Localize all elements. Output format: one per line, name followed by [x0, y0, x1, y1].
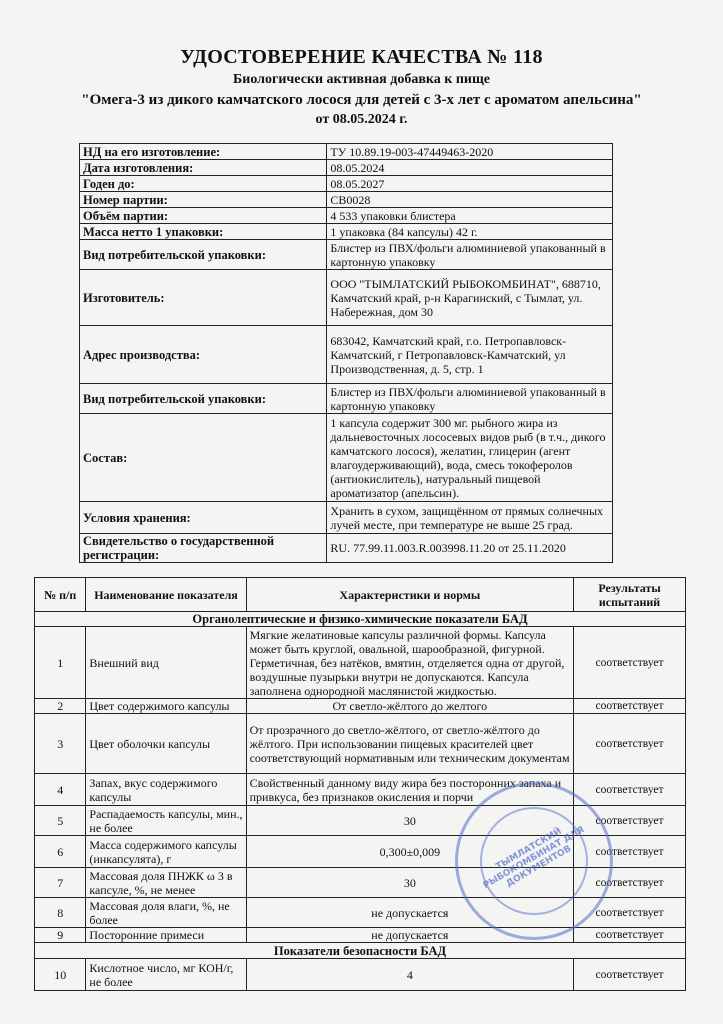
info-row — [80, 144, 613, 160]
info-key: Условия хранения: — [80, 502, 327, 534]
info-value: СВ0028 — [327, 192, 613, 208]
info-row — [80, 160, 613, 176]
section-row — [35, 612, 686, 627]
info-key: Годен до: — [80, 176, 327, 192]
info-value: 08.05.2024 — [327, 160, 613, 176]
document-subtitle: Биологически активная добавка к пище — [233, 72, 490, 87]
test-result: соответствует — [574, 774, 686, 806]
info-key: Вид потребительской упаковки: — [80, 384, 327, 414]
test-result: соответствует — [574, 928, 686, 943]
table-row — [35, 959, 686, 991]
info-row — [80, 502, 613, 534]
indicator-name: Масса содержимого капсулы (инкапсулята), г — [86, 836, 246, 868]
indicator-norm: 30 — [246, 868, 574, 898]
info-key: Объём партии: — [80, 208, 327, 224]
row-number: 9 — [35, 928, 86, 943]
info-value: 4 533 упаковки блистера — [327, 208, 613, 224]
info-value: 683042, Камчатский край, г.о. Петропавловск-Камчатский, г Петропавловск-Камчатский, ул Производственная, д. 5, стр. 1 — [327, 326, 613, 384]
indicator-norm: От прозрачного до светло-жёлтого, от светло-жёлтого до жёлтого. При использовании пищевых красителей цвет соответствующий нормативным или техническим документам — [246, 714, 574, 774]
test-result: соответствует — [574, 868, 686, 898]
indicator-name: Цвет оболочки капсулы — [86, 714, 246, 774]
indicator-name: Цвет содержимого капсулы — [86, 699, 246, 714]
info-value: Блистер из ПВХ/фольги алюминиевой упакованный в картонную упаковку — [327, 384, 613, 414]
section-row — [35, 943, 686, 959]
indicator-norm: 30 — [246, 806, 574, 836]
row-number: 10 — [35, 959, 86, 991]
info-row — [80, 176, 613, 192]
indicator-name: Массовая доля влаги, %, не более — [86, 898, 246, 928]
info-row — [80, 224, 613, 240]
info-value: 1 упаковка (84 капсулы) 42 г. — [327, 224, 613, 240]
info-row — [80, 192, 613, 208]
row-number: 6 — [35, 836, 86, 868]
test-result: соответствует — [574, 699, 686, 714]
test-result: соответствует — [574, 627, 686, 699]
row-number: 7 — [35, 868, 86, 898]
info-value: ООО "ТЫМЛАТСКИЙ РЫБОКОМБИНАТ", 688710, Камчатский край, р-н Карагинский, с Тымлат, ул. Набережная, дом 30 — [327, 270, 613, 326]
info-row — [80, 534, 613, 563]
info-key: Адрес производства: — [80, 326, 327, 384]
indicator-norm: От светло-жёлтого до желтого — [246, 699, 574, 714]
column-header-indicator: Наименование показателя — [86, 578, 246, 612]
info-row — [80, 414, 613, 502]
info-key: Вид потребительской упаковки: — [80, 240, 327, 270]
info-value: RU. 77.99.11.003.R.003998.11.20 от 25.11.2020 — [327, 534, 613, 563]
results-header-row — [35, 578, 686, 612]
test-result: соответствует — [574, 898, 686, 928]
indicator-norm: 4 — [246, 959, 574, 991]
info-value: 1 капсула содержит 300 мг. рыбного жира из дальневосточных лососевых видов рыб (в т.ч., дикого камчатского лосося), желатин, глицерин (агент влагоудерживающий), вода, смесь токоферолов (антиокислитель), натуральный пищевой ароматизатор (апельсин). — [327, 414, 613, 502]
section-title: Показатели безопасности БАД — [35, 943, 686, 959]
info-key: Номер партии: — [80, 192, 327, 208]
info-value: Хранить в сухом, защищённом от прямых солнечных лучей месте, при температуре не выше 25 град. — [327, 502, 613, 534]
test-result: соответствует — [574, 714, 686, 774]
document-date: от 08.05.2024 г. — [315, 112, 408, 127]
row-number: 8 — [35, 898, 86, 928]
info-row — [80, 270, 613, 326]
row-number: 1 — [35, 627, 86, 699]
table-row — [35, 699, 686, 714]
test-results-table — [34, 577, 686, 991]
test-result: соответствует — [574, 806, 686, 836]
info-row — [80, 208, 613, 224]
test-result: соответствует — [574, 959, 686, 991]
product-name: "Омега-3 из дикого камчатского лосося для детей с 3-х лет с ароматом апельсина" — [81, 92, 642, 108]
indicator-norm: 0,300±0,009 — [246, 836, 574, 868]
company-stamp — [455, 782, 613, 940]
info-key: Состав: — [80, 414, 327, 502]
test-result: соответствует — [574, 836, 686, 868]
table-row — [35, 714, 686, 774]
info-row — [80, 326, 613, 384]
indicator-name: Массовая доля ПНЖК ω 3 в капсуле, %, не менее — [86, 868, 246, 898]
indicator-name: Кислотное число, мг КОН/г, не более — [86, 959, 246, 991]
indicator-norm: Мягкие желатиновые капсулы различной формы. Капсула может быть круглой, овальной, шарообразной, фигурной. Герметичная, без натёков, вмятин, отделяется одна от другой, воздушные пузырьки внутри не допускаются. Капсула заполнена однородной маслянистой жидкостью. — [246, 627, 574, 699]
table-row — [35, 774, 686, 806]
stamp-text: ТЫМЛАТСКИЙ РЫБОКОМБИНАТ ДЛЯ ДОКУМЕНТОВ — [481, 824, 587, 892]
indicator-norm: не допускается — [246, 928, 574, 943]
indicator-name: Запах, вкус содержимого капсулы — [86, 774, 246, 806]
indicator-name: Внешний вид — [86, 627, 246, 699]
info-key: Масса нетто 1 упаковки: — [80, 224, 327, 240]
column-header-number: № п/п — [35, 578, 86, 612]
info-row — [80, 384, 613, 414]
row-number: 2 — [35, 699, 86, 714]
column-header-results: Результаты испытаний — [574, 578, 686, 612]
indicator-name: Посторонние примеси — [86, 928, 246, 943]
info-value: Блистер из ПВХ/фольги алюминиевой упакованный в картонную упаковку — [327, 240, 613, 270]
product-info-table — [79, 143, 613, 563]
table-row — [35, 627, 686, 699]
section-title: Органолептические и физико-химические показатели БАД — [35, 612, 686, 627]
info-key: Дата изготовления: — [80, 160, 327, 176]
table-row — [35, 928, 686, 943]
info-key: НД на его изготовление: — [80, 144, 327, 160]
info-row — [80, 240, 613, 270]
indicator-name: Распадаемость капсулы, мин., не более — [86, 806, 246, 836]
info-value: 08.05.2027 — [327, 176, 613, 192]
info-key: Свидетельство о государственной регистрации: — [80, 534, 327, 563]
row-number: 4 — [35, 774, 86, 806]
row-number: 3 — [35, 714, 86, 774]
info-value: ТУ 10.89.19-003-47449463-2020 — [327, 144, 613, 160]
indicator-norm: не допускается — [246, 898, 574, 928]
column-header-norms: Характеристики и нормы — [246, 578, 574, 612]
info-key: Изготовитель: — [80, 270, 327, 326]
indicator-norm: Свойственный данному виду жира без посторонних запаха и привкуса, без признаков окисления и порчи — [246, 774, 574, 806]
row-number: 5 — [35, 806, 86, 836]
document-title: УДОСТОВЕРЕНИЕ КАЧЕСТВА № 118 — [180, 46, 543, 68]
